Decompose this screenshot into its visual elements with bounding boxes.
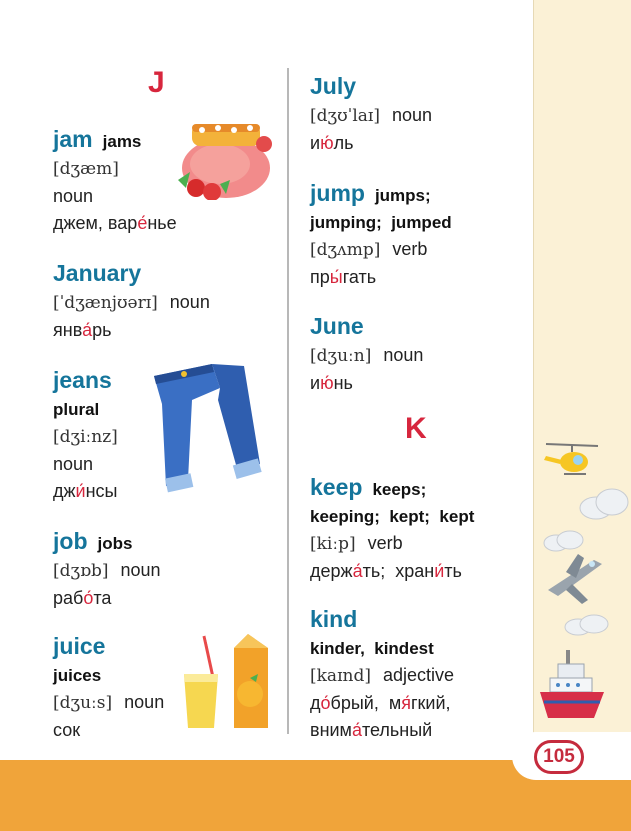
word-forms: jobs — [97, 534, 133, 553]
translation: ию́нь — [310, 373, 353, 393]
grammar-note: plural — [53, 400, 100, 419]
transcription: [kaɪnd] — [310, 666, 371, 686]
part-of-speech: noun — [53, 454, 94, 474]
headword: kind — [310, 606, 358, 632]
translation: пры́гать — [310, 267, 377, 287]
headword: juice — [53, 633, 106, 659]
headword: June — [310, 313, 364, 339]
word-forms: jams — [102, 132, 142, 151]
entry-january — [53, 260, 210, 344]
page-number: 105 — [534, 740, 584, 774]
entry-june — [310, 313, 423, 397]
translation: сок — [53, 720, 81, 740]
translation: держа́ть; храни́ть — [310, 561, 462, 581]
entry-july — [310, 73, 432, 157]
headword: jam — [53, 126, 93, 152]
entry-keep — [310, 474, 474, 585]
translation: ию́ль — [310, 133, 354, 153]
jeans-icon — [148, 360, 270, 500]
juice-icon — [178, 628, 270, 732]
entry-kind — [310, 606, 454, 744]
part-of-speech: noun — [169, 292, 210, 312]
transcription: [dʒʊˈlaɪ] — [310, 106, 380, 126]
transcription: [dʒɒb] — [53, 561, 109, 581]
transcription: [ˈdʒænjʊərɪ] — [53, 293, 158, 313]
section-letter-j: J — [148, 66, 165, 99]
transcription: [dʒiːnz] — [53, 427, 118, 447]
headword: jump — [310, 180, 365, 206]
cloud-icon — [574, 484, 631, 524]
airplane-icon — [544, 550, 606, 606]
headword: January — [53, 260, 142, 286]
translation: джи́нсы — [53, 481, 118, 501]
part-of-speech: verb — [367, 533, 403, 553]
word-forms: juices — [53, 666, 102, 685]
transcription: [dʒæm] — [53, 159, 119, 179]
transcription: [kiːp] — [310, 534, 356, 554]
word-forms: jumps; — [374, 186, 431, 205]
jam-jar-icon — [168, 110, 280, 200]
entry-job — [53, 528, 161, 612]
entry-jam — [53, 126, 177, 237]
part-of-speech: verb — [392, 239, 428, 259]
cloud-icon — [560, 612, 612, 638]
part-of-speech: noun — [383, 345, 424, 365]
word-forms-2: keeping; kept; kept — [310, 507, 475, 526]
headword: keep — [310, 474, 363, 500]
part-of-speech: noun — [53, 186, 94, 206]
word-forms: kinder, kindest — [310, 639, 434, 658]
part-of-speech: noun — [124, 692, 165, 712]
translation: рабо́та — [53, 588, 112, 608]
transcription: [dʒʌmp] — [310, 240, 381, 260]
translation: янва́рь — [53, 320, 112, 340]
headword: July — [310, 73, 357, 99]
section-letter-k: K — [405, 412, 427, 445]
headword: jeans — [53, 367, 112, 393]
transcription: [dʒuːs] — [53, 693, 113, 713]
part-of-speech: noun — [391, 105, 433, 125]
translation: джем, варе́нье — [53, 213, 177, 233]
helicopter-icon — [538, 438, 604, 484]
part-of-speech: adjective — [382, 665, 455, 685]
entry-jump — [310, 180, 452, 291]
ship-icon — [536, 646, 608, 724]
part-of-speech: noun — [120, 560, 161, 580]
word-forms: keeps; — [372, 480, 427, 499]
word-forms-2: jumping; jumped — [310, 213, 452, 232]
translation: до́брый, мя́гкий, — [310, 693, 451, 713]
entry-jeans — [53, 367, 130, 505]
translation-2: внима́тельный — [310, 720, 433, 740]
entry-juice — [53, 633, 164, 744]
headword: job — [53, 528, 88, 554]
column-divider — [287, 68, 289, 734]
transcription: [dʒuːn] — [310, 346, 372, 366]
